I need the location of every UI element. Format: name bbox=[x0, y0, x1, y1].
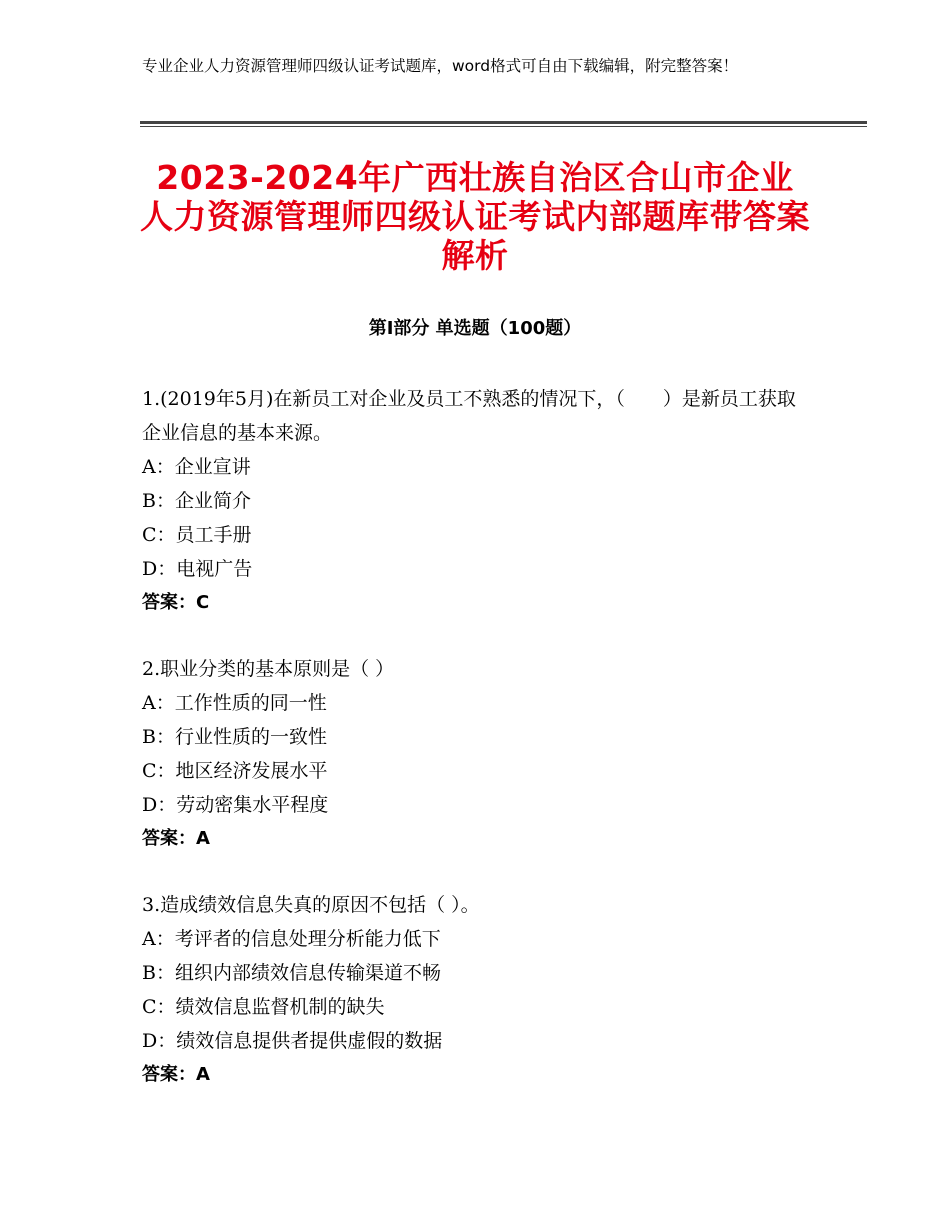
option-a: A：考评者的信息处理分析能力低下 bbox=[142, 928, 441, 950]
header-divider-thin bbox=[140, 126, 867, 127]
question-stem: 2.职业分类的基本原则是（ ） bbox=[142, 658, 395, 680]
option-d: D：绩效信息提供者提供虚假的数据 bbox=[142, 1030, 443, 1052]
answer: 答案：C bbox=[142, 592, 210, 613]
section-heading: 第Ⅰ部分 单选题（100题） bbox=[368, 318, 582, 339]
question-stem: 3.造成绩效信息失真的原因不包括（ ）。 bbox=[142, 894, 480, 916]
option-b: B：企业简介 bbox=[142, 490, 251, 512]
header-note: 专业企业人力资源管理师四级认证考试题库，word格式可自由下载编辑，附完整答案！ bbox=[142, 57, 739, 75]
option-c: C：地区经济发展水平 bbox=[142, 760, 328, 782]
option-d: D：劳动密集水平程度 bbox=[142, 794, 329, 816]
option-c: C：绩效信息监督机制的缺失 bbox=[142, 996, 385, 1018]
answer: 答案：A bbox=[142, 1064, 210, 1085]
question-stem: 1.(2019年5月)在新员工对企业及员工不熟悉的情况下，（ ）是新员工获取企业信息的基本来源。 bbox=[142, 388, 796, 444]
question-1 bbox=[142, 382, 812, 620]
document-title: 2023-2024年广西壮族自治区合山市企业人力资源管理师四级认证考试内部题库带答案解析 bbox=[140, 158, 810, 275]
header-divider-thick bbox=[140, 121, 867, 124]
question-2 bbox=[142, 652, 812, 856]
option-a: A：工作性质的同一性 bbox=[142, 692, 327, 714]
answer: 答案：A bbox=[142, 828, 210, 849]
option-d: D：电视广告 bbox=[142, 558, 253, 580]
option-a: A：企业宣讲 bbox=[142, 456, 251, 478]
option-b: B：组织内部绩效信息传输渠道不畅 bbox=[142, 962, 441, 984]
question-3 bbox=[142, 888, 812, 1092]
option-c: C：员工手册 bbox=[142, 524, 252, 546]
option-b: B：行业性质的一致性 bbox=[142, 726, 327, 748]
question-list bbox=[142, 382, 812, 1124]
